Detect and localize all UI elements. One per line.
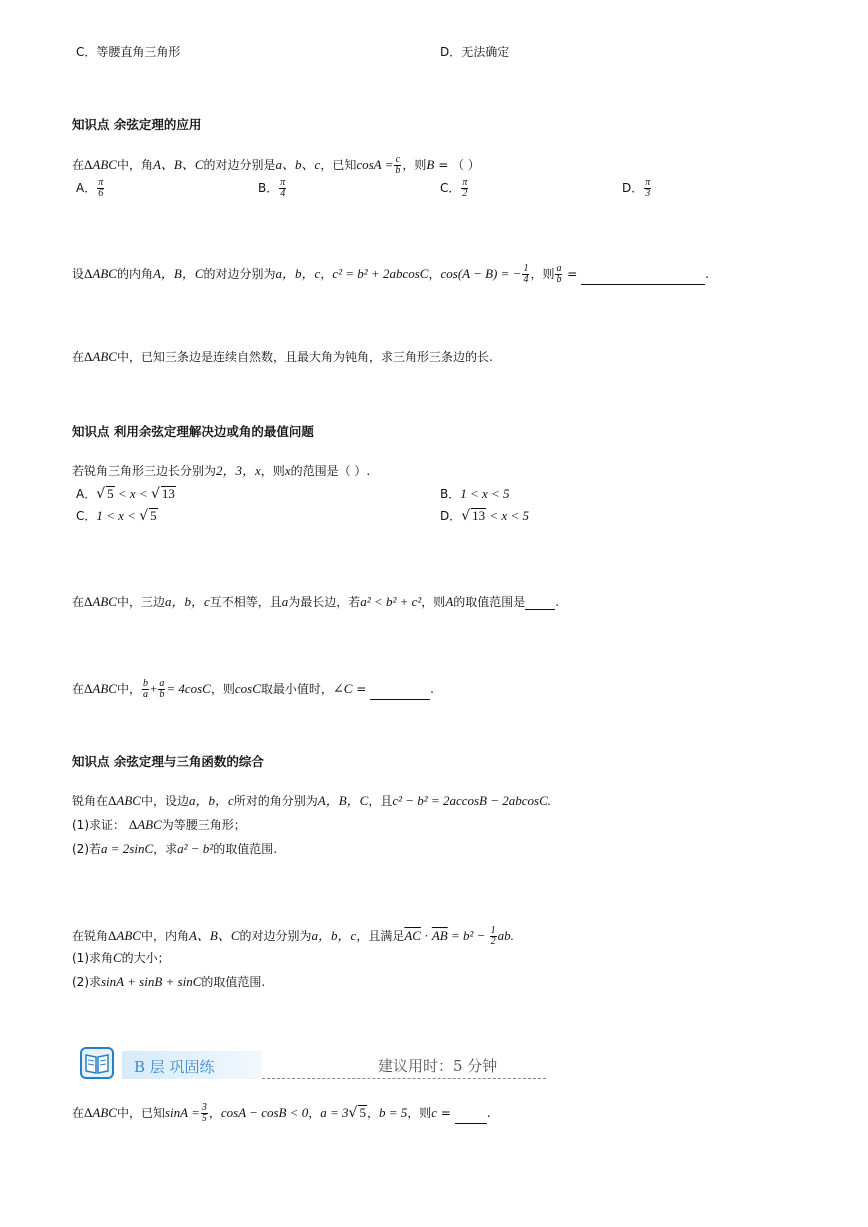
question-1-1-option-a: A． $\frac{\pi}{6}$ <box>76 177 104 199</box>
question-3-2-part-1: (1)求角C的大小； <box>72 950 170 965</box>
question-1-1-option-c: C． $\frac{\pi}{2}$ <box>440 177 468 199</box>
answer-blank[interactable] <box>370 687 430 700</box>
option-c: C．等腰直角三角形 <box>76 45 181 59</box>
question-3-2-part-2: (2)求sinA + sinB + sinC的取值范围. <box>72 974 266 989</box>
question-1-1-option-d: D． $\frac{\pi}{3}$ <box>622 177 651 199</box>
answer-blank[interactable] <box>455 1111 487 1124</box>
question-1-3: 在ΔABC中，已知三条边是连续自然数，且最大角为钝角，求三角形三条边的长. <box>72 349 493 364</box>
banner-time: 建议用时：5 分钟 <box>378 1057 498 1075</box>
banner-divider <box>262 1078 546 1079</box>
question-2-1: 若锐角三角形三边长分别为2，3，x，则x的范围是（ ）. <box>72 463 371 478</box>
section-heading-extremum: 知识点 利用余弦定理解决边或角的最值问题 <box>72 424 314 439</box>
question-2-1-option-a: A．√ 5 < x < √ 13 <box>76 486 175 502</box>
question-4-1: 在ΔABC中，已知sinA = $\frac{3}{5}$ ，cosA − cosB < 0，a = 3√ 5，b = 5，则c = . <box>72 1102 491 1124</box>
question-1-1-option-b: B． $\frac{\pi}{4}$ <box>258 177 286 199</box>
question-2-1-option-d: D．√ 13 < x < 5 <box>440 508 529 524</box>
question-1-2: 设ΔABC的内角A，B，C的对边分别为a，b，c，c² = b² + 2abcosC，cos(A − B) = − $\frac{1}{4}$ ，则 $\frac{a}{b}$ = . <box>72 263 709 285</box>
question-2-1-option-b: B．1 < x < 5 <box>440 486 510 501</box>
question-3-2: 在锐角ΔABC中，内角A、B、C的对边分别为a，b，c，且满足$\overline{AC} \cdot \overline{AB} = b^2$ − $\frac{1}{2}$ ab. <box>72 925 514 947</box>
section-heading-cosine-application: 知识点 余弦定理的应用 <box>72 117 202 132</box>
book-icon <box>80 1047 114 1079</box>
question-3-1-part-1: (1)求证： ΔABC为等腰三角形； <box>72 817 246 832</box>
question-2-3: 在ΔABC中， $\frac{b}{a}$ + $\frac{a}{b}$ = 4cosC，则cosC取最小值时，∠C = . <box>72 678 434 700</box>
question-3-1-part-2: (2)若a = 2sinC，求a² − b²的取值范围. <box>72 841 278 856</box>
question-2-2: 在ΔABC中，三边a，b，c互不相等，且a为最长边，若a² < b² + c²，则A的取值范围是 . <box>72 594 560 609</box>
section-heading-trig-combined: 知识点 余弦定理与三角函数的综合 <box>72 754 264 769</box>
option-d: D．无法确定 <box>440 45 510 59</box>
banner-label: B 层 巩固练 <box>134 1058 215 1076</box>
answer-blank[interactable] <box>525 597 555 610</box>
question-2-1-option-c: C．1 < x < √ 5 <box>76 508 157 524</box>
answer-blank[interactable] <box>581 272 705 285</box>
question-1-1: 在ΔABC中，角A、B、C的对边分别是a、b、c，已知cosA = $\frac{c}{b}$ ，则B = （ ） <box>72 154 480 176</box>
question-3-1: 锐角在ΔABC中，设边a，b，c所对的角分别为A，B，C，且c² − b² = 2accosB − 2abcosC. <box>72 793 552 808</box>
